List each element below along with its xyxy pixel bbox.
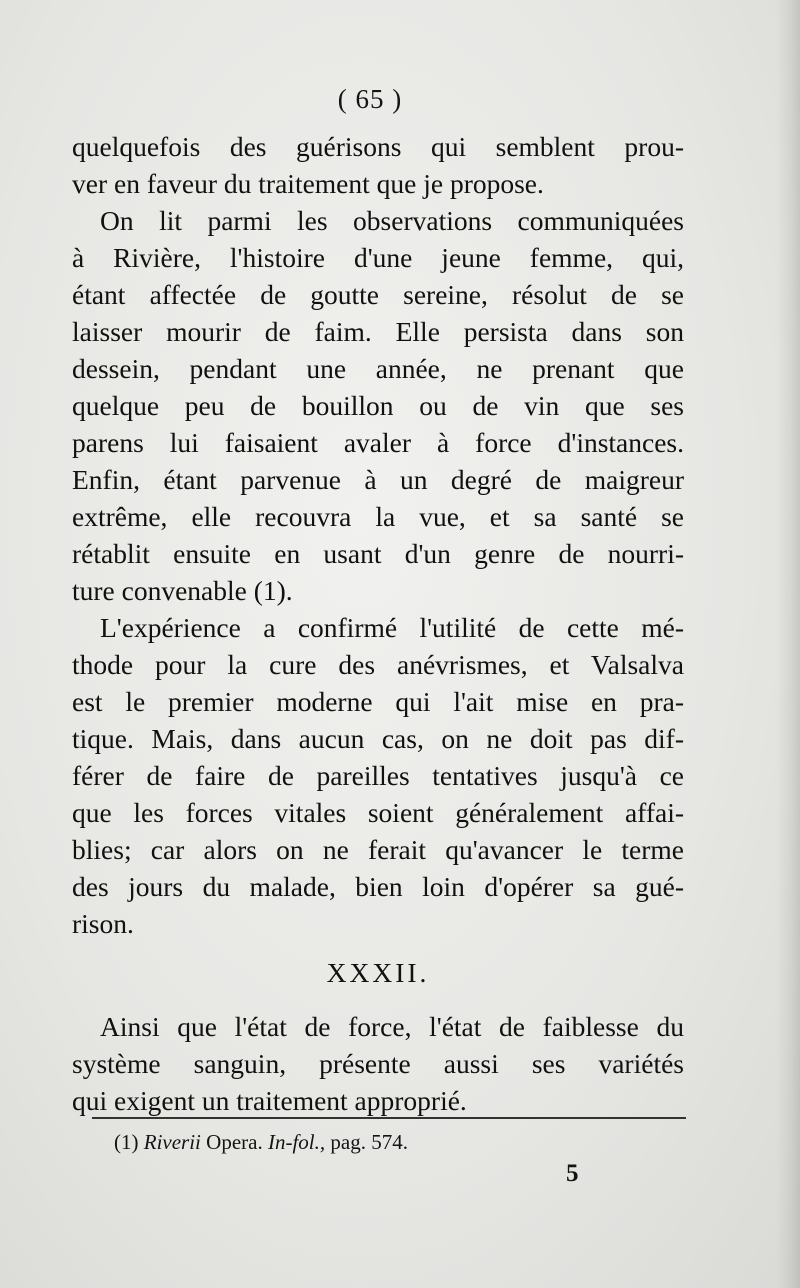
text-line: des jours du malade, bien loin d'opérer sa gué- (72, 871, 684, 902)
text-line: ver en faveur du traitement que je propose. (72, 168, 544, 199)
text-line: tique. Mais, dans aucun cas, on ne doit pas dif- (72, 723, 684, 754)
text-line: étant affectée de goutte sereine, résolut de se (72, 279, 684, 310)
text-line: Ainsi que l'état de force, l'état de faiblesse du (100, 1011, 684, 1042)
text-line: que les forces vitales soient généralement affai- (72, 797, 684, 828)
footnote-rule (92, 1117, 686, 1119)
section-heading: XXXII. (326, 957, 430, 988)
signature-mark: 5 (566, 1160, 579, 1187)
text-line: rétablit ensuite en usant d'un genre de nourri- (72, 538, 684, 569)
text-line: quelquefois des guérisons qui semblent prou- (72, 131, 684, 162)
footnote-marker: (1) (114, 1130, 139, 1154)
footnote-format: In-fol., (267, 1130, 326, 1154)
page-number: ( 65 ) (337, 84, 403, 114)
text-line: Enfin, étant parvenue à un degré de maigreur (72, 464, 684, 495)
text-line: rison. (72, 908, 134, 939)
text-line: quelque peu de bouillon ou de vin que ses (72, 390, 684, 421)
section-paragraph (72, 1008, 684, 1119)
paragraph-1 (72, 128, 684, 202)
text-line: qui exigent un traitement approprié. (72, 1085, 467, 1116)
text-line: L'expérience a confirmé l'utilité de cette mé- (100, 612, 684, 643)
footnote (114, 1130, 408, 1155)
footnote-author: Riverii (143, 1130, 201, 1154)
body-text (72, 128, 684, 1119)
text-line: laisser mourir de faim. Elle persista dans son (72, 316, 684, 347)
text-line: parens lui faisaient avaler à force d'instances. (72, 427, 684, 458)
text-line: blies; car alors on ne ferait qu'avancer le terme (72, 834, 684, 865)
text-line: férer de faire de pareilles tentatives jusqu'à ce (72, 760, 684, 791)
text-line: à Rivière, l'histoire d'une jeune femme, qui, (72, 242, 684, 273)
text-line: On lit parmi les observations communiquées (100, 205, 684, 236)
footnote-page: pag. 574. (330, 1130, 408, 1154)
paragraph-2 (72, 202, 684, 609)
text-line: est le premier moderne qui l'ait mise en pra- (72, 686, 684, 717)
text-line: extrême, elle recouvra la vue, et sa santé se (72, 501, 684, 532)
footnote-work: Opera. (206, 1130, 263, 1154)
page-edge-shadow (776, 0, 800, 1288)
text-line: thode pour la cure des anévrismes, et Valsalva (72, 649, 684, 680)
text-line: système sanguin, présente aussi ses variétés (72, 1048, 684, 1079)
paragraph-3 (72, 609, 684, 942)
text-line: dessein, pendant une année, ne prenant que (72, 353, 684, 384)
text-line: ture convenable (1). (72, 575, 293, 606)
